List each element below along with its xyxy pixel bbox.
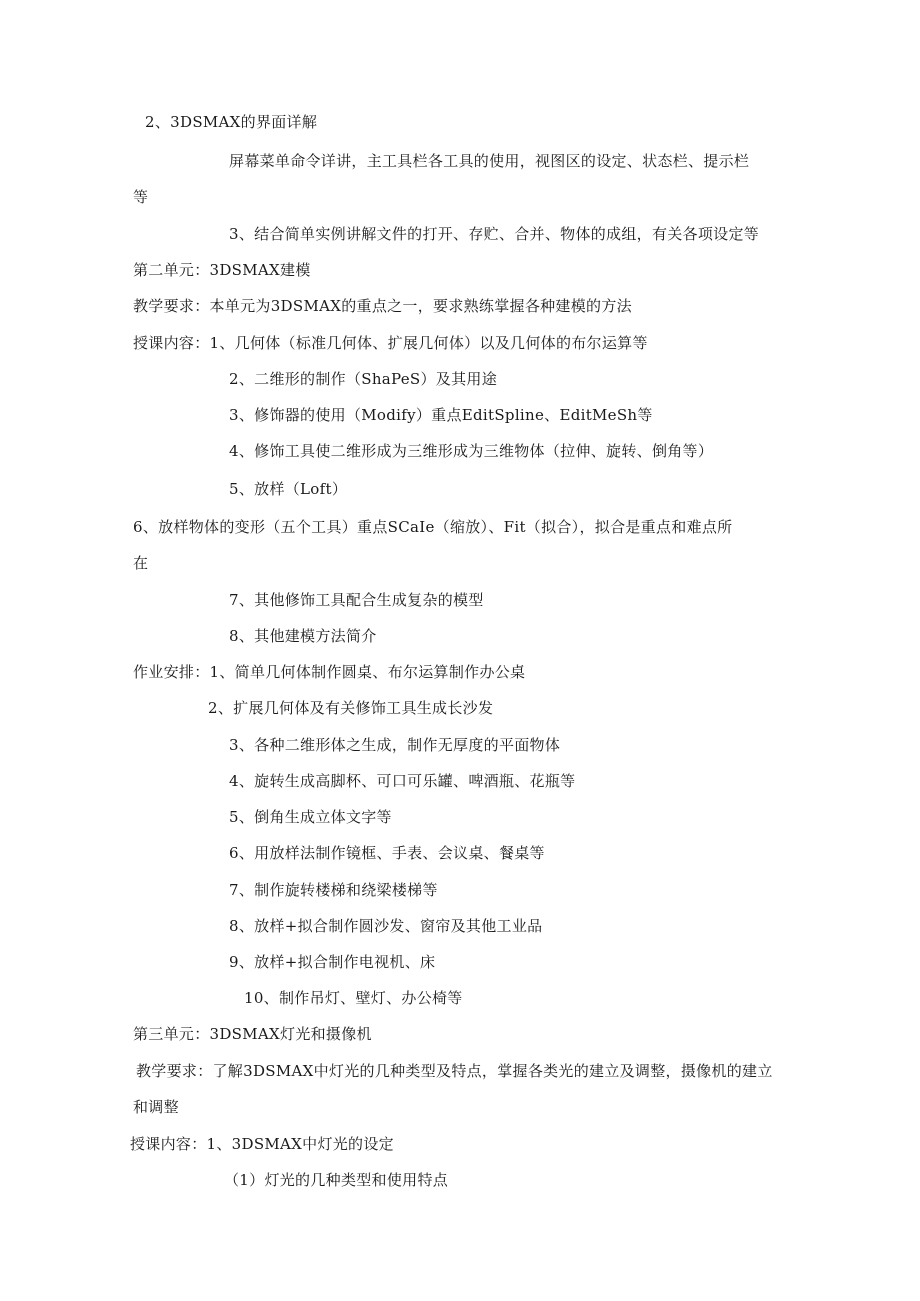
text-line: 在 xyxy=(133,554,149,572)
text-line: 4、旋转生成高脚杯、可口可乐罐、啤酒瓶、花瓶等 xyxy=(229,772,576,790)
text-line: 10、制作吊灯、壁灯、办公椅等 xyxy=(244,989,463,1007)
text-line: 2、二维形的制作（ShaPeS）及其用途 xyxy=(229,370,497,388)
text-line: 等 xyxy=(133,188,149,206)
text-line: 屏幕菜单命令详讲，主工具栏各工具的使用，视图区的设定、状态栏、提示栏 xyxy=(229,152,750,170)
text-line: 5、放样（Loft） xyxy=(229,480,348,498)
text-line: 3、各种二维形体之生成，制作无厚度的平面物体 xyxy=(229,736,561,754)
text-line: 教学要求：了解3DSMAX中灯光的几种类型及特点，掌握各类光的建立及调整，摄像机的建立 xyxy=(136,1062,773,1080)
text-line: 9、放样+拟合制作电视机、床 xyxy=(229,953,436,971)
text-line: 6、用放样法制作镜框、手表、会议桌、餐桌等 xyxy=(229,844,545,862)
text-line: 5、倒角生成立体文字等 xyxy=(229,808,392,826)
text-line: 8、放样+拟合制作圆沙发、窗帘及其他工业品 xyxy=(229,917,543,935)
text-line: 授课内容：1、3DSMAX中灯光的设定 xyxy=(130,1135,394,1153)
text-line: 作业安排：1、简单几何体制作圆桌、布尔运算制作办公桌 xyxy=(133,663,526,681)
text-line: 7、制作旋转楼梯和绕梁楼梯等 xyxy=(229,881,438,899)
text-line: 8、其他建模方法简介 xyxy=(229,627,377,645)
text-line: 教学要求：本单元为3DSMAX的重点之一，要求熟练掌握各种建模的方法 xyxy=(133,297,632,315)
text-line: 2、扩展几何体及有关修饰工具生成长沙发 xyxy=(208,699,494,717)
text-line: 2、3DSMAX的界面详解 xyxy=(145,113,318,131)
text-line: 3、修饰器的使用（Modify）重点EditSpline、EditMeSh等 xyxy=(229,406,653,424)
section-heading: 第三单元：3DSMAX灯光和摄像机 xyxy=(133,1025,372,1043)
text-line: 7、其他修饰工具配合生成复杂的模型 xyxy=(229,591,484,609)
text-line: 4、修饰工具使二维形成为三维形成为三维物体（拉伸、旋转、倒角等） xyxy=(229,442,714,460)
text-line: （1）灯光的几种类型和使用特点 xyxy=(224,1171,449,1189)
text-line: 授课内容：1、几何体（标准几何体、扩展几何体）以及几何体的布尔运算等 xyxy=(133,334,648,352)
text-line: 和调整 xyxy=(133,1098,179,1116)
section-heading: 第二单元：3DSMAX建模 xyxy=(133,261,311,279)
text-line: 6、放样物体的变形（五个工具）重点SCaIe（缩放）、Fit（拟合），拟合是重点和难点所 xyxy=(133,518,733,536)
text-line: 3、结合简单实例讲解文件的打开、存贮、合并、物体的成组，有关各项设定等 xyxy=(229,225,760,243)
